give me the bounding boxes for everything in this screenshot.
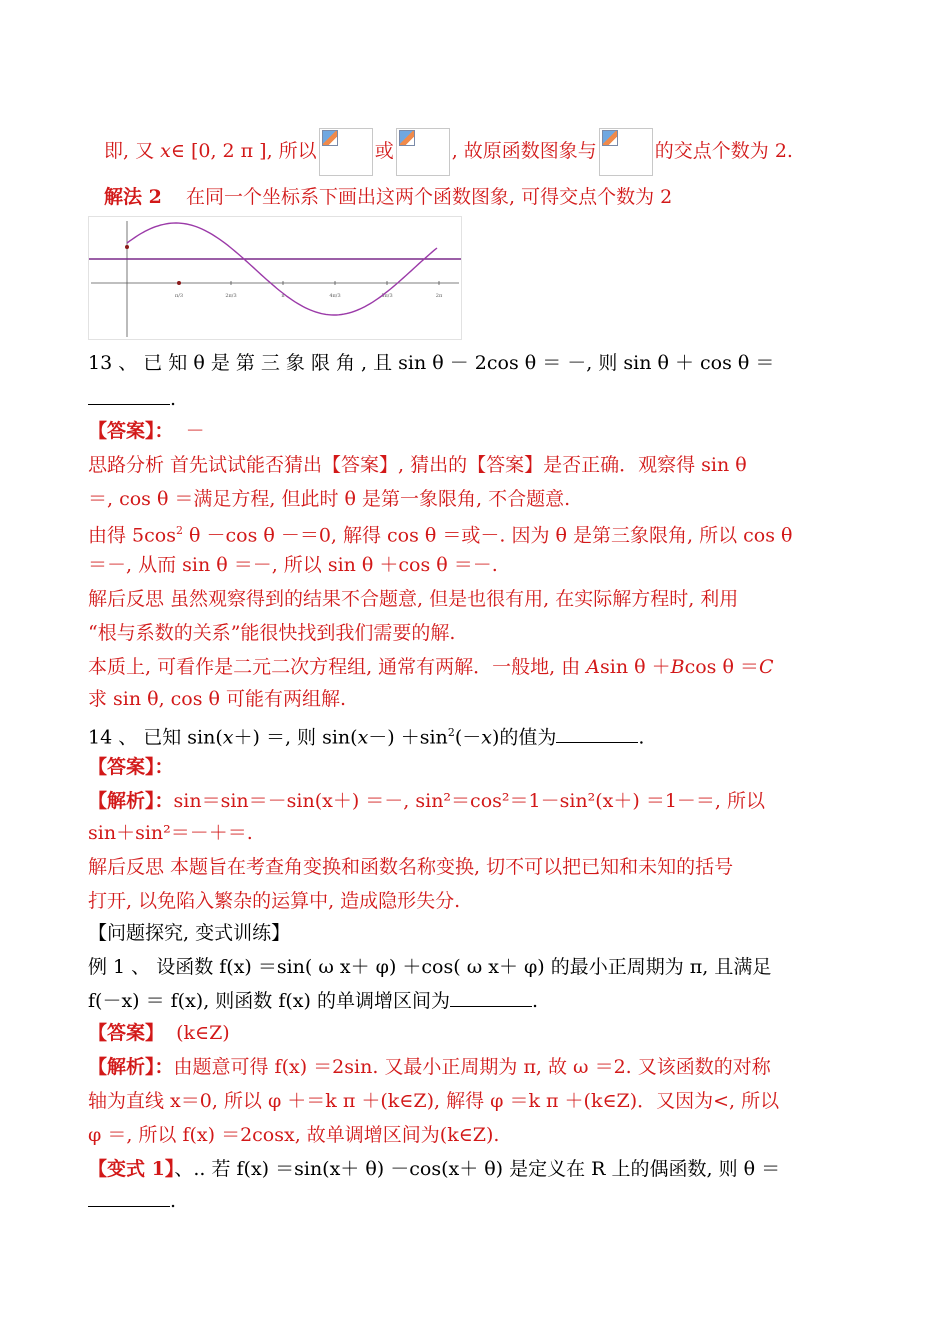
- q13-body-3b: θ －cos θ －＝0, 解得 cos θ ＝或－. 因为 θ 是第三象限角, 所以 cos θ: [182, 524, 793, 547]
- answer-blank: [450, 988, 532, 1007]
- x-tick-label: 5π/3: [381, 293, 393, 299]
- intro-or: 或: [374, 140, 394, 162]
- answer-blank: [88, 386, 170, 405]
- x-tick-label: 4π/3: [329, 293, 341, 299]
- broken-image-icon: [599, 128, 653, 176]
- q13-body-4: ＝－, 从而 sin θ ＝－, 所以 sin θ ＋cos θ ＝－.: [88, 554, 498, 576]
- q13-body-3: [88, 518, 792, 548]
- analysis-label: 【解析】：: [88, 1056, 174, 1078]
- x-tick-label: π: [281, 293, 285, 299]
- intro-text-2: ∈ [0, 2 π ], 所以: [170, 140, 317, 162]
- answer-label: 【答案】：: [88, 756, 174, 778]
- q14-c: －) ＋sin: [368, 726, 448, 749]
- q13-end: .: [170, 388, 177, 410]
- q14-body-1-text: sin＝sin＝－sin(x＋) ＝－, sin²＝cos²＝1－sin²(x＋) ＝1－＝, 所以: [173, 790, 766, 812]
- q14-body-2: sin＋sin²＝－＋＝.: [88, 822, 253, 844]
- q14-body-3: 解后反思 本题旨在考查角变换和函数名称变换, 切不可以把已知和未知的括号: [88, 856, 734, 878]
- q14-a: 14 、 已知 sin(: [88, 726, 223, 749]
- broken-image-icon: [396, 128, 450, 176]
- broken-image-icon: [319, 128, 373, 176]
- q13-line-2: [88, 386, 176, 412]
- var1-line-2: [88, 1188, 176, 1214]
- q13-body-2: ＝, cos θ ＝满足方程, 但此时 θ 是第一象限角, 不合题意.: [88, 488, 571, 510]
- answer-value: －: [185, 420, 205, 442]
- q13-body-7b: sin θ ＋: [600, 656, 671, 678]
- q13-body-7: [88, 654, 773, 680]
- method2-line: [104, 184, 672, 210]
- q14-body-4: 打开, 以免陷入繁杂的运算中, 造成隐形失分.: [88, 890, 461, 912]
- x-tick-label: π/3: [174, 293, 184, 299]
- q14-answer: [88, 754, 174, 780]
- q14-body-1: [88, 788, 765, 814]
- q14-b: ＋) ＝, 则 sin(: [233, 726, 358, 749]
- method2-label: 解法 2: [104, 186, 162, 208]
- intro-text-1: 即, 又: [104, 140, 161, 162]
- point-marker: [177, 281, 181, 285]
- answer-label: 【答案】：: [88, 420, 174, 442]
- answer-blank: [88, 1188, 170, 1207]
- var1-text: 、.. 若 f(x) ＝sin(x＋ θ) －cos(x＋ θ) 是定义在 R 上的偶函数, 则 θ ＝: [174, 1158, 781, 1180]
- q13-body-5: 解后反思 虽然观察得到的结果不合题意, 但是也很有用, 在实际解方程时, 利用: [88, 588, 739, 610]
- ex1-line-2a: f(－x) ＝ f(x), 则函数 f(x) 的单调增区间为: [88, 990, 450, 1012]
- analysis-label: 【解析】：: [88, 790, 174, 812]
- x-tick-label: 2π: [435, 293, 443, 299]
- q13-body-1: 思路分析 首先试试能否猜出【答案】, 猜出的【答案】是否正确．观察得 sin θ: [88, 454, 747, 476]
- q13-line-1: 13 、 已 知 θ 是 第 三 象 限 角 , 且 sin θ － 2cos θ ＝ －, 则 sin θ ＋ cos θ ＝: [88, 352, 775, 374]
- section-title: 【问题探究, 变式训练】: [88, 922, 291, 944]
- sine-curve: [127, 223, 437, 315]
- variant-label: 【变式 1】: [88, 1158, 175, 1180]
- q13-body-8: 求 sin θ, cos θ 可能有两组解.: [88, 688, 347, 710]
- q14-d: (－: [454, 726, 482, 749]
- q13-body-6: “根与系数的关系”能很快找到我们需要的解.: [88, 622, 456, 644]
- q13-answer: [88, 418, 205, 444]
- ex1-body-1-text: 由题意可得 f(x) ＝2sin. 又最小正周期为 π, 故 ω ＝2. 又该函数的对称: [173, 1056, 771, 1078]
- intro-var-x: x: [160, 140, 171, 162]
- ex1-answer: [88, 1020, 230, 1046]
- q13-body-3sup: 2: [175, 524, 183, 537]
- answer-blank: [556, 724, 638, 743]
- q14-end: .: [638, 726, 645, 749]
- ex1-end: .: [531, 990, 539, 1012]
- ex1-body-2: 轴为直线 x＝0, 所以 φ ＋＝k π ＋(k∈Z), 解得 φ ＝k π ＋(k∈Z)．又因为<, 所以: [88, 1090, 780, 1112]
- function-graph: [88, 216, 462, 340]
- answer-value: (k∈Z): [176, 1022, 230, 1044]
- q13-body-3a: 由得 5cos: [88, 524, 176, 547]
- var1-line-1: [88, 1156, 780, 1182]
- answer-label: 【答案】: [88, 1022, 165, 1044]
- ex1-line-2: [88, 988, 538, 1014]
- q14-line: [88, 720, 644, 750]
- ex1-body-1: [88, 1054, 771, 1080]
- intro-text-3: , 故原函数图象与: [451, 140, 597, 162]
- ex1-body-3: φ ＝, 所以 f(x) ＝2cosx, 故单调增区间为(k∈Z).: [88, 1124, 500, 1146]
- q13-body-7B: B: [670, 656, 685, 678]
- q14-x2: x: [357, 726, 369, 749]
- var1-end: .: [170, 1190, 177, 1212]
- q14-sup: 2: [447, 726, 455, 739]
- ex1-line-1: 例 1 、 设函数 f(x) ＝sin( ω x＋ φ) ＋cos( ω x＋ φ) 的最小正周期为 π, 且满足: [88, 956, 772, 978]
- intro-text-4: 的交点个数为 2.: [654, 140, 793, 162]
- q13-body-7A: A: [586, 656, 601, 678]
- method2-text: 在同一个坐标系下画出这两个函数图象, 可得交点个数为 2: [186, 186, 673, 208]
- x-tick-label: 2π/3: [225, 293, 237, 299]
- q14-x3: x: [481, 726, 492, 749]
- q14-x1: x: [222, 726, 234, 749]
- intro-line: [104, 128, 793, 176]
- q13-body-7C: C: [758, 656, 774, 678]
- point-marker: [125, 245, 129, 249]
- q14-e: )的值为: [491, 726, 557, 749]
- q13-body-7a: 本质上, 可看作是二元二次方程组, 通常有两解．一般地, 由: [88, 656, 587, 678]
- q13-body-7c: cos θ ＝: [684, 656, 759, 678]
